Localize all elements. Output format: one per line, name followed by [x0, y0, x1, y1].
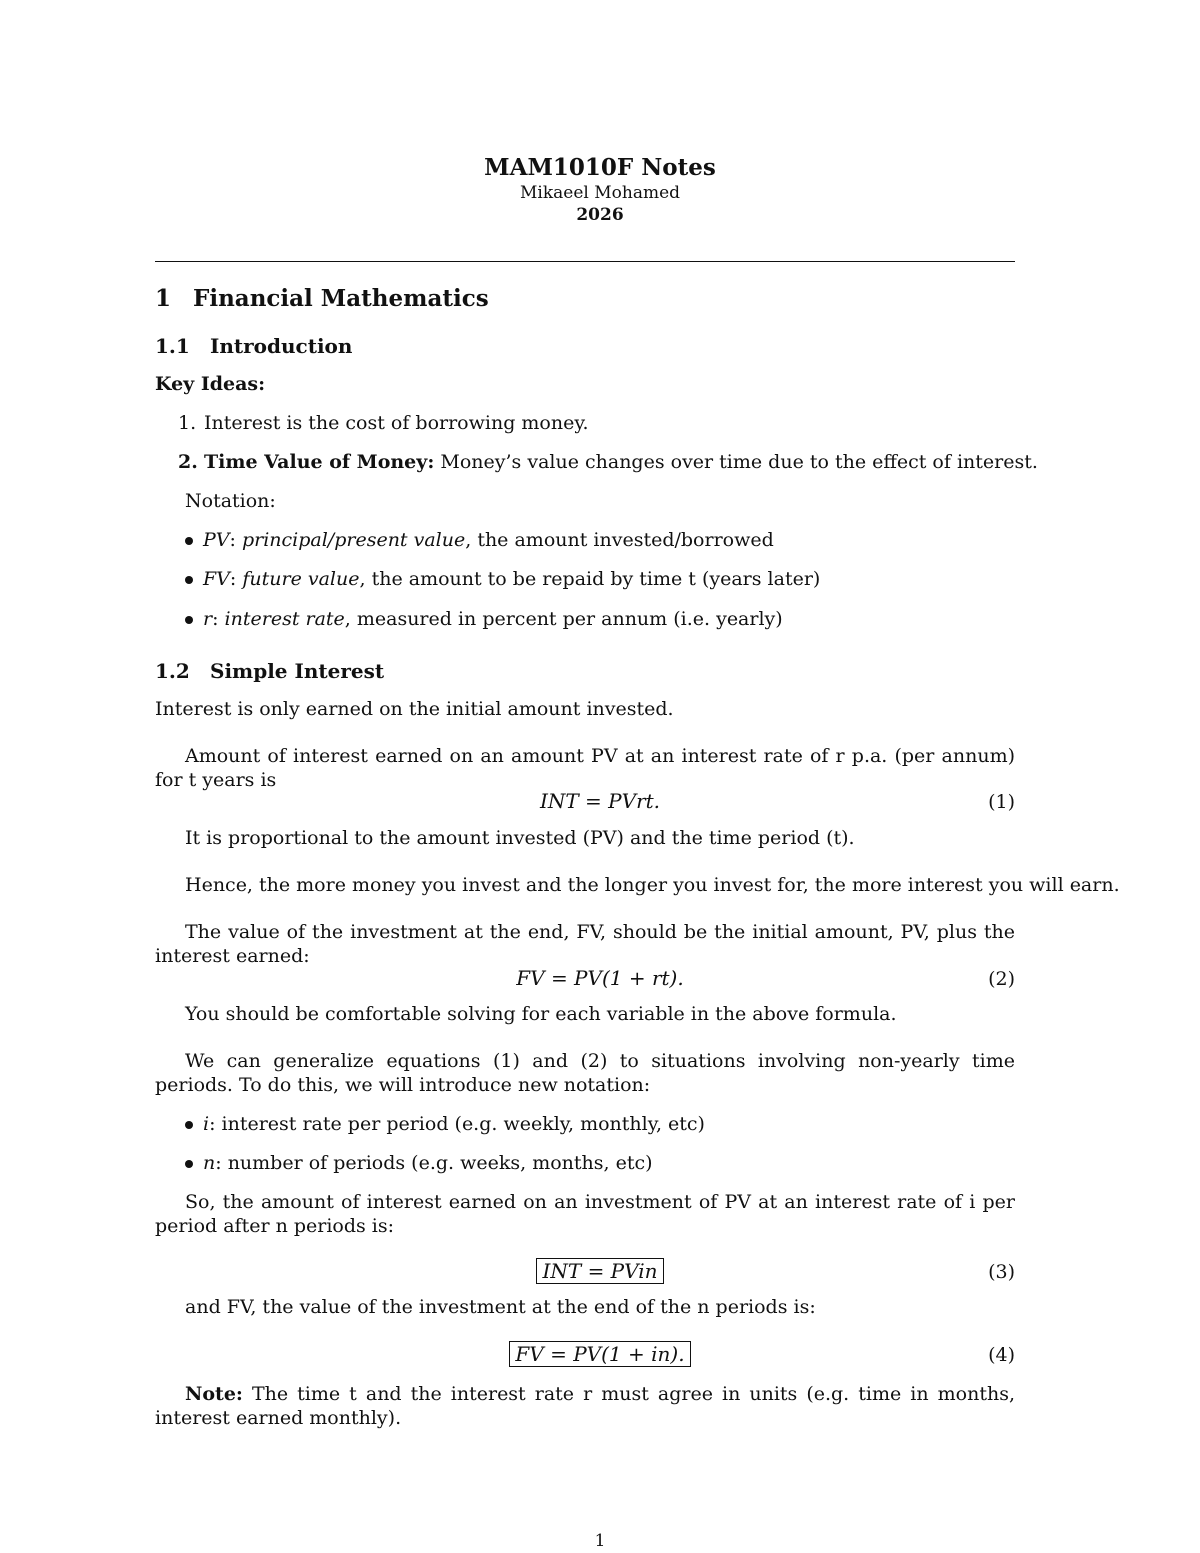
paragraph: You should be comfortable solving for each variable in the above formula.	[185, 1003, 897, 1025]
key-ideas-label: Key Ideas:	[155, 373, 266, 395]
equation-text: FV = PV(1 + in).	[515, 1342, 685, 1366]
notation-desc: , the amount invested/borrowed	[465, 529, 774, 551]
notation-symbol: n	[203, 1152, 216, 1174]
notation-symbol: PV	[203, 529, 230, 551]
bullet-icon	[185, 1121, 193, 1129]
subsection-title: Introduction	[210, 334, 353, 358]
equation-box	[536, 1258, 663, 1284]
list-item-number: 2.	[178, 451, 198, 473]
paragraph: and FV, the value of the investment at the end of the n periods is:	[185, 1296, 816, 1318]
list-item-text: Interest is the cost of borrowing money.	[204, 412, 589, 434]
document-author: Mikaeel Mohamed	[519, 183, 681, 203]
equation-box	[509, 1341, 690, 1367]
note-text: The time t and the interest rate r must agree in units (e.g. time in months, interest earned monthly).	[155, 1383, 1015, 1429]
bullet-icon	[185, 537, 193, 545]
equation-boxed	[0, 1341, 1200, 1367]
equation-number: (2)	[988, 968, 1015, 990]
subsection-number: 1.1	[155, 334, 190, 358]
note-label: Note:	[185, 1383, 243, 1405]
document-title: MAM1010F Notes	[484, 154, 716, 181]
subsection-number: 1.2	[155, 659, 190, 683]
section-heading	[155, 285, 489, 312]
notation-symbol: r	[203, 608, 213, 630]
subsection-title: Simple Interest	[210, 659, 385, 683]
equation	[0, 789, 1200, 813]
bullet-icon	[185, 1160, 193, 1168]
section-number: 1	[155, 285, 172, 312]
notation-desc: , measured in percent per annum (i.e. yearly)	[344, 608, 783, 630]
notation-desc: , the amount to be repaid by time t (years later)	[359, 568, 821, 590]
equation	[0, 966, 1200, 990]
notation-desc: : interest rate per period (e.g. weekly, monthly, etc)	[209, 1113, 705, 1135]
notation-term: future value	[242, 568, 360, 590]
title-rule	[155, 261, 1015, 262]
notation-symbol: i	[203, 1113, 210, 1135]
document-year: 2026	[576, 205, 624, 225]
equation-text: FV = PV(1 + rt).	[516, 966, 684, 990]
equation-text: INT = PVrt.	[539, 789, 661, 813]
paragraph: Interest is only earned on the initial amount invested.	[155, 698, 674, 720]
section-title: Financial Mathematics	[193, 285, 489, 312]
equation-number: (1)	[988, 791, 1015, 813]
paragraph: So, the amount of interest earned on an investment of PV at an interest rate of i per period after n periods is:	[155, 1191, 1015, 1237]
paragraph: Amount of interest earned on an amount PV at an interest rate of r p.a. (per annum) for t years is	[155, 745, 1015, 791]
list-item-text: Money’s value changes over time due to the effect of interest.	[440, 451, 1038, 473]
paragraph: We can generalize equations (1) and (2) to situations involving non-yearly time periods. To do this, we will introduce new notation:	[155, 1050, 1015, 1096]
notation-item: PV: principal/present value, the amount invested/borrowed	[185, 528, 774, 552]
paragraph: The value of the investment at the end, FV, should be the initial amount, PV, plus the interest earned:	[155, 921, 1015, 967]
notation-term: interest rate	[224, 608, 345, 630]
list-item	[178, 411, 589, 435]
list-item	[178, 450, 1038, 474]
notation-item	[185, 1112, 705, 1136]
list-item-bold: Time Value of Money:	[204, 451, 435, 473]
notation-item: r: interest rate, measured in percent per annum (i.e. yearly)	[185, 607, 783, 631]
notation-item: FV: future value, the amount to be repaid by time t (years later)	[185, 567, 820, 591]
page-number: 1	[594, 1531, 606, 1551]
list-item-number: 1.	[178, 412, 197, 434]
bullet-icon	[185, 616, 193, 624]
paragraph: It is proportional to the amount invested (PV) and the time period (t).	[185, 827, 855, 849]
notation-item	[185, 1151, 653, 1175]
paragraph: Hence, the more money you invest and the longer you invest for, the more interest you will earn.	[185, 874, 1120, 896]
notation-symbol: FV	[203, 568, 230, 590]
subsection-heading-intro	[155, 334, 352, 358]
bullet-icon	[185, 576, 193, 584]
subsection-heading-simple-interest	[155, 659, 384, 683]
equation-boxed	[0, 1258, 1200, 1284]
notation-desc: : number of periods (e.g. weeks, months, etc)	[215, 1152, 653, 1174]
note-paragraph	[155, 1382, 1015, 1430]
equation-number: (3)	[988, 1261, 1015, 1283]
equation-text: INT = PVin	[542, 1259, 658, 1283]
equation-number: (4)	[988, 1344, 1015, 1366]
notation-term: principal/present value	[241, 529, 466, 551]
notation-label: Notation:	[185, 490, 276, 512]
